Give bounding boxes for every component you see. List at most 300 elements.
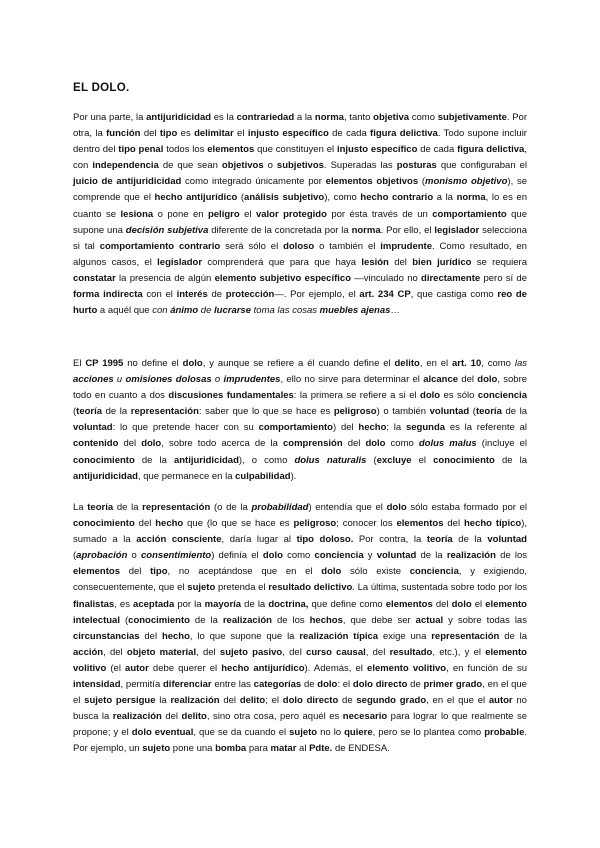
emphasized-term: juicio de antijuridicidad [73, 176, 182, 188]
emphasized-term: norma [456, 192, 486, 204]
text-run: , en el que el [73, 679, 527, 707]
text-run: pone una [170, 743, 216, 755]
text-run: y sobre todas las [443, 614, 527, 626]
emphasized-term: autor [125, 662, 149, 674]
text-run: como integrado únicamente por [181, 176, 326, 188]
text-run: es la referente al [445, 422, 528, 434]
emphasized-term: probabilidad [251, 502, 309, 513]
text-run: o [127, 550, 142, 562]
emphasized-term: valor protegido [255, 208, 327, 220]
emphasized-term: elementos [73, 566, 120, 578]
text-run: comprenderá que para que haya [202, 256, 362, 268]
emphasized-term: dolo [386, 502, 407, 513]
text-run: entre las [211, 679, 254, 691]
text-run: . La última, sustentada sobre todo por los [352, 582, 527, 594]
emphasized-term: voluntad [429, 406, 470, 418]
text-run: , y exigiendo, consecuentemente, que el [73, 566, 527, 594]
text-run: ) del [333, 422, 359, 434]
text-run: , que se da cuando el [193, 727, 290, 739]
text-run: , como [481, 358, 515, 369]
text-run: , en función de su [446, 662, 527, 674]
emphasized-term: dolo [262, 550, 283, 562]
emphasized-term: posturas [396, 160, 437, 172]
emphasized-term: matar [270, 743, 297, 755]
text-run: : saber que lo que se hace es [198, 406, 334, 418]
emphasized-term: realización [170, 695, 220, 707]
emphasized-term: peligro [207, 208, 240, 220]
text-run: (o de la [210, 502, 252, 513]
text-run: pretenda el [215, 582, 269, 594]
text-run: ( [120, 614, 129, 626]
emphasized-term: comportamiento [432, 208, 507, 220]
paragraph-3 [73, 500, 527, 758]
emphasized-term: sujeto pasivo [219, 646, 283, 658]
text-run: , en el [419, 358, 453, 369]
text-run: no busca la [73, 695, 527, 723]
text-run: de cada [328, 128, 371, 140]
text-run: de la [241, 598, 269, 610]
text-run: debe querer el [148, 662, 222, 674]
emphasized-term: teoría [426, 534, 453, 546]
emphasized-term: constatar [73, 272, 116, 284]
text-run: , etc.), y el [432, 646, 486, 658]
italic-text: de [198, 305, 215, 317]
text-run: ( [73, 406, 77, 418]
emphasized-term: sujeto [187, 582, 216, 594]
document-title: EL DOLO. [73, 82, 130, 94]
text-run: de cada [417, 144, 458, 156]
text-run: . Por otra, la [73, 112, 527, 140]
emphasized-term: autor [488, 695, 513, 707]
text-run: , del [103, 646, 127, 658]
italic-text: con [152, 305, 171, 317]
emphasized-term: comprensión [282, 438, 343, 450]
emphasized-term: conocimiento [73, 454, 135, 466]
text-run: ), o como [238, 454, 295, 466]
emphasized-term: dolo [420, 390, 441, 402]
emphasized-term: realización [222, 614, 272, 626]
emphasized-term: teoría [87, 502, 114, 513]
text-run: a aquél que [97, 305, 153, 317]
emphasized-term: comportamiento contrario [99, 240, 221, 252]
emphasized-term: dolo eventual [131, 727, 194, 739]
emphasized-term: bomba [215, 743, 247, 755]
emphasized-term: injusto específico [247, 128, 329, 140]
text-run: que supone una [73, 208, 527, 236]
emphasized-term: resultado [389, 646, 433, 658]
text-run: la presencia de algún [115, 272, 215, 284]
text-run: . Por ejemplo, un [73, 727, 527, 755]
emphasized-term: figura delictiva [457, 144, 525, 156]
emphasized-term: teoría [475, 406, 502, 418]
text-run: la [155, 695, 171, 707]
emphasized-term: decisión subjetiva [125, 224, 209, 236]
emphasized-term: conocimiento [433, 454, 495, 466]
text-run: ( [366, 454, 377, 466]
text-run: todos los [163, 144, 208, 156]
text-run: a la [294, 112, 315, 123]
text-run: ). [290, 470, 297, 482]
text-run: que constituyen el [254, 144, 337, 156]
emphasized-term: conciencia [314, 550, 364, 562]
text-run: el [411, 454, 434, 466]
emphasized-term: legislador [157, 256, 203, 268]
text-run: del [139, 630, 162, 642]
emphasized-term: finalistas [73, 598, 115, 610]
text-run: al [296, 743, 310, 755]
emphasized-term: muebles ajenas [319, 305, 391, 317]
emphasized-term: necesario [342, 711, 388, 723]
emphasized-term: dolo directo [282, 695, 339, 707]
emphasized-term: subjetivamente [437, 112, 507, 123]
text-run: : el [337, 679, 353, 691]
text-run: y [363, 550, 377, 562]
emphasized-term: realización típica [299, 630, 379, 642]
emphasized-term: CP 1995 [85, 358, 124, 369]
text-run: de [338, 695, 357, 707]
text-run: del [140, 128, 160, 140]
text-run: de [301, 679, 318, 691]
emphasized-term: representación [130, 406, 199, 418]
text-run: del [388, 256, 413, 268]
emphasized-term: antijuridicidad [146, 112, 212, 123]
emphasized-term: bien jurídico [412, 256, 472, 268]
emphasized-term: tipo [159, 128, 178, 140]
text-run: , daría lugar al [221, 534, 297, 546]
text-run: para lograr lo que realmente se propone; y el [73, 711, 527, 739]
text-run: ( [418, 176, 426, 188]
text-run: : lo que pretende hacer con su [112, 422, 259, 434]
text-run: de que sean [158, 160, 222, 172]
text-run: selecciona si tal [73, 224, 527, 252]
emphasized-term: sujeto [142, 743, 171, 755]
text-run: , no aceptándose que en el [167, 566, 322, 578]
emphasized-term: dolo [141, 438, 162, 450]
text-run: del [432, 598, 452, 610]
text-run: … [390, 305, 400, 317]
text-run: que configuraban el [436, 160, 528, 172]
text-run: que define como [308, 598, 386, 610]
text-run: , sobre todo en cuanto a dos [73, 374, 528, 402]
text-run: como [282, 550, 315, 562]
text-run: de la [134, 454, 174, 466]
emphasized-term: discusiones fundamentales [168, 390, 294, 402]
text-run: exige una [378, 630, 432, 642]
emphasized-term: contenido [73, 438, 119, 450]
emphasized-term: art. 234 CP [359, 289, 411, 301]
emphasized-term: hecho antijurídico [154, 192, 238, 204]
emphasized-term: imprudentes [223, 374, 281, 386]
emphasized-term: lesiona [120, 208, 154, 220]
emphasized-term: análisis subjetivo [244, 192, 325, 204]
text-run: se requiera [471, 256, 527, 268]
emphasized-term: interés [176, 289, 208, 301]
emphasized-term: monismo objetivo [425, 176, 508, 188]
emphasized-term: delimitar [194, 128, 234, 140]
emphasized-term: objetiva [373, 112, 410, 123]
text-run: (incluye el [476, 438, 527, 450]
text-run: La [73, 502, 88, 513]
emphasized-term: delito [181, 711, 207, 723]
text-run: , es [114, 598, 134, 610]
text-run: , lo que supone que la [189, 630, 300, 642]
emphasized-term: norma [314, 112, 344, 123]
text-run: no define el [123, 358, 183, 369]
text-run: , sobre todo acerca de la [161, 438, 283, 450]
text-run: El [73, 358, 86, 369]
text-run: ) o también [376, 406, 430, 418]
text-run: ; la [386, 422, 406, 434]
emphasized-term: hecho [358, 422, 387, 434]
text-run: para [246, 743, 271, 755]
emphasized-term: aceptada [133, 598, 175, 610]
emphasized-term: hecho [155, 518, 184, 530]
emphasized-term: aprobación [76, 550, 128, 562]
emphasized-term: elementos [207, 144, 255, 156]
emphasized-term: peligroso [333, 406, 377, 418]
text-run: es sólo [440, 390, 478, 402]
text-run: como [385, 438, 419, 450]
emphasized-term: dolo [321, 566, 342, 578]
emphasized-term: antijuridicidad [173, 454, 239, 466]
text-run: , que permanece en la [137, 470, 236, 482]
text-run: ; conocer los [336, 518, 397, 530]
emphasized-term: Pdte. [309, 743, 333, 755]
emphasized-term: elemento subjetivo específico [214, 272, 351, 284]
emphasized-term: diferenciar [163, 679, 212, 691]
text-run: Por contra, la [353, 534, 427, 546]
text-run: es [177, 128, 195, 140]
emphasized-term: acciones [73, 374, 114, 386]
text-run: como [409, 112, 438, 123]
emphasized-term: dolo [365, 438, 386, 450]
emphasized-term: lucrarse [214, 305, 252, 317]
emphasized-term: comportamiento [258, 422, 333, 434]
text-run: , con [73, 144, 527, 172]
text-run: ). Además, el [304, 662, 368, 674]
text-run: , sino otra cosa, pero aquél es [206, 711, 343, 723]
emphasized-term: conciencia [409, 566, 459, 578]
text-run: por la [174, 598, 205, 610]
emphasized-term: resultado delictivo [268, 582, 353, 594]
emphasized-term: ánimo [170, 305, 199, 317]
emphasized-term: conciencia [477, 390, 527, 402]
emphasized-term: hecho [161, 630, 190, 642]
emphasized-term: art. 10 [452, 358, 482, 369]
text-run: que (lo que se hace es [183, 518, 294, 530]
text-run: , que debe ser [342, 614, 416, 626]
italic-text: toma las cosas [251, 305, 320, 317]
text-run: . Superadas las [323, 160, 397, 172]
emphasized-term: intensidad [73, 679, 121, 691]
emphasized-term: curso causal [306, 646, 366, 658]
emphasized-term: voluntad [487, 534, 527, 546]
emphasized-term: segundo grado [356, 695, 427, 707]
emphasized-term: acción [73, 646, 104, 658]
text-run: el [471, 598, 486, 610]
text-run: , lo es en cuanto se [73, 192, 527, 220]
text-run: , y aunque se refiere a él cuando define el [202, 358, 395, 369]
text-run: del [443, 518, 464, 530]
emphasized-term: conocimiento [73, 518, 135, 530]
emphasized-term: primer grado [423, 679, 483, 691]
text-run: de los [495, 550, 527, 562]
emphasized-term: injusto específico [336, 144, 418, 156]
text-run: o [263, 160, 277, 172]
text-run: : la primera se refiere a si el [293, 390, 421, 402]
text-run: por ésta través de un [326, 208, 433, 220]
emphasized-term: alcance [423, 374, 459, 386]
text-run: (el [106, 662, 126, 674]
emphasized-term: protección [225, 289, 275, 301]
emphasized-term: culpabilidad [235, 470, 291, 482]
emphasized-term: acción consciente [136, 534, 222, 546]
text-run: ( [73, 550, 77, 562]
text-run: , del [365, 646, 390, 658]
emphasized-term: elemento volitivo [367, 662, 447, 674]
emphasized-term: dolo [477, 374, 498, 386]
emphasized-term: omisiones dolosas [125, 374, 212, 386]
text-run: a la [433, 192, 457, 204]
emphasized-term: quiere [344, 727, 373, 739]
text-run: ; el [265, 695, 283, 707]
text-run: o también el [314, 240, 381, 252]
emphasized-term: legislador [434, 224, 480, 236]
emphasized-term: reo de hurto [73, 289, 527, 317]
emphasized-term: conocimiento [128, 614, 190, 626]
emphasized-term: independencia [92, 160, 159, 172]
emphasized-term: doctrina, [268, 598, 309, 610]
emphasized-term: lesión [361, 256, 389, 268]
text-run: de la [501, 406, 528, 418]
text-run: . Todo supone incluir dentro del [73, 128, 527, 156]
text-run: del [342, 438, 366, 450]
emphasized-term: teoría [76, 406, 103, 418]
text-run: no lo [317, 727, 345, 739]
text-run: , del [196, 646, 220, 658]
emphasized-term: realización [112, 711, 162, 723]
emphasized-term: elementos [385, 598, 433, 610]
emphasized-term: directamente [421, 272, 481, 284]
text-run: ( [469, 406, 476, 418]
paragraph-1 [73, 110, 527, 319]
emphasized-term: delito [394, 358, 420, 369]
emphasized-term: figura delictiva [370, 128, 438, 140]
emphasized-term: contrariedad [236, 112, 295, 123]
emphasized-term: dolus malus [418, 438, 477, 450]
emphasized-term: dolus naturalis [294, 454, 367, 466]
text-run: , ello no sirve para determinar el [280, 374, 424, 386]
text-run: , que castiga como [410, 289, 498, 301]
text-run: ) definía el [211, 550, 263, 562]
text-run: —vinculado no [351, 272, 422, 284]
emphasized-term: probable [484, 727, 525, 739]
text-run: sólo estaba formado por el [406, 502, 528, 513]
emphasized-term: elementos objetivos [325, 176, 419, 188]
text-run: el [239, 208, 256, 220]
emphasized-term: sujeto [289, 727, 318, 739]
emphasized-term: voluntad [376, 550, 417, 562]
emphasized-term: consentimiento [141, 550, 212, 562]
emphasized-term: tipo doloso. [296, 534, 354, 546]
italic-text: o [211, 374, 224, 386]
text-run: ), se comprende que el [73, 176, 527, 204]
text-run: o pone en [153, 208, 208, 220]
emphasized-term: forma indirecta [73, 289, 143, 301]
text-run: del [161, 711, 182, 723]
emphasized-term: dolo [317, 679, 338, 691]
text-run: , tanto [343, 112, 374, 123]
emphasized-term: antijuridicidad [73, 470, 138, 482]
emphasized-term: hecho típico [463, 518, 522, 530]
emphasized-term: circunstancias [73, 630, 140, 642]
text-run: de la [499, 630, 528, 642]
text-run: pero sí de [480, 272, 527, 284]
emphasized-term: actual [415, 614, 444, 626]
text-run: del [118, 438, 142, 450]
emphasized-term: sujeto persigue [84, 695, 156, 707]
italic-text: las [514, 358, 527, 369]
emphasized-term: voluntad [73, 422, 113, 434]
emphasized-term: categorías [253, 679, 302, 691]
emphasized-term: peligroso [293, 518, 337, 530]
emphasized-term: dolo directo [352, 679, 408, 691]
text-run: del [458, 374, 478, 386]
text-run: sólo existe [341, 566, 410, 578]
emphasized-term: mayoría [204, 598, 242, 610]
text-run: Por una parte, la [73, 112, 147, 123]
emphasized-term: excluye [376, 454, 412, 466]
text-run: de la [189, 614, 223, 626]
text-run: de la [494, 454, 527, 466]
text-run: ( [237, 192, 245, 204]
text-run: , del [282, 646, 307, 658]
emphasized-term: dolo [451, 598, 472, 610]
emphasized-term: representación [431, 630, 500, 642]
text-run: de [407, 679, 424, 691]
emphasized-term: subjetivos [276, 160, 324, 172]
emphasized-term: dolo [182, 358, 203, 369]
text-run: de los [271, 614, 310, 626]
text-run: de la [416, 550, 447, 562]
text-run: de la [102, 406, 131, 418]
emphasized-term: representación [142, 502, 211, 513]
emphasized-term: hechos [309, 614, 343, 626]
text-run: de la [113, 502, 143, 513]
text-run: con el [142, 289, 177, 301]
emphasized-term: norma [351, 224, 381, 236]
emphasized-term: hecho antijurídico [221, 662, 305, 674]
emphasized-term: objeto material [126, 646, 197, 658]
emphasized-term: elemento intelectual [73, 598, 527, 626]
text-run: . Como resultado, en algunos casos, el [73, 240, 527, 268]
text-run: del [120, 566, 151, 578]
emphasized-term: elementos [396, 518, 444, 530]
text-run: , en el que el [426, 695, 489, 707]
text-run: ), sumado a la [73, 518, 528, 546]
paragraph-2 [73, 356, 527, 485]
emphasized-term: delito [239, 695, 266, 707]
text-run: del [134, 518, 156, 530]
emphasized-term: objetivos [221, 160, 264, 172]
text-run: el [233, 128, 248, 140]
text-run: será sólo el [220, 240, 284, 252]
text-run: , permitía [120, 679, 163, 691]
emphasized-term: doloso [283, 240, 315, 252]
text-run: diferente de la concretada por la [208, 224, 352, 236]
emphasized-term: tipo [150, 566, 168, 578]
text-run: del [219, 695, 240, 707]
